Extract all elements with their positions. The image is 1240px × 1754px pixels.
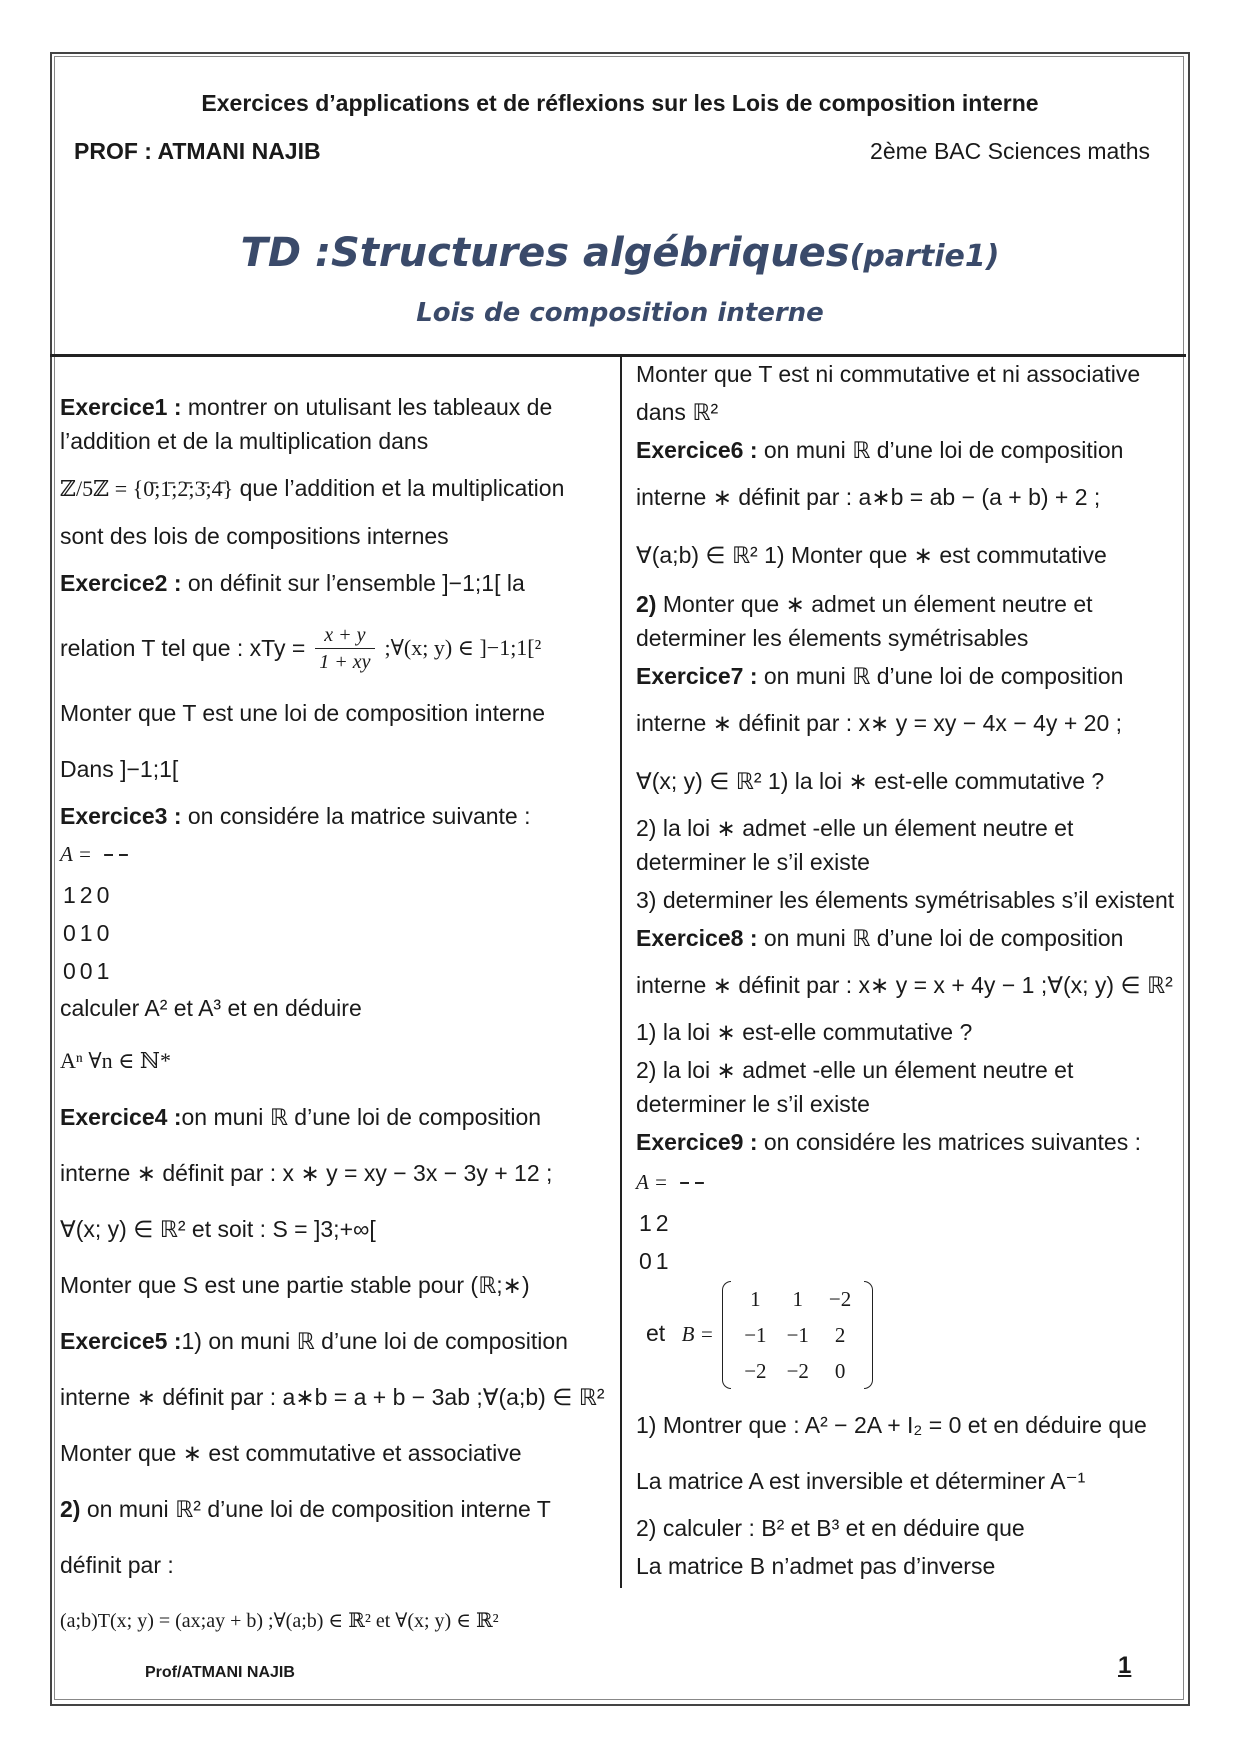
ex3-matrix-cell: 1 (96, 958, 110, 984)
footer-prof: Prof/ATMANI NAJIB (145, 1664, 295, 1681)
ex6-q2label: 2) (636, 591, 657, 617)
ex6-q1: ∀(a;b) ∈ ℝ² 1) Monter que ∗ est commutative (636, 542, 1107, 568)
ex2-label: Exercice2 : (60, 570, 182, 596)
ex6-label: Exercice6 : (636, 437, 758, 463)
ex5-q1: Monter que ∗ est commutative et associative (60, 1440, 522, 1466)
ex5-q2b: dans ℝ² (636, 399, 719, 425)
page-subtitle: Lois de composition interne (416, 298, 824, 328)
ex9-matrix-B-row (734, 1317, 861, 1353)
ex9-text: on considére les matrices suivantes : (757, 1129, 1141, 1155)
ex3-matrix-cell: 1 (63, 882, 76, 908)
ex3-matrix-cell: 0 (79, 958, 93, 984)
ex9-q1b: La matrice A est inversible et déterminer A⁻¹ (636, 1468, 1086, 1494)
exercise-4 (60, 1091, 608, 1143)
ex1-set-line (60, 462, 608, 515)
ex9-matrix-A-row (638, 1205, 670, 1241)
ex9-q2b: La matrice B n’admet pas d’inverse (636, 1553, 996, 1579)
header-subtitle: Exercices d’applications et de réflexions sur les Lois de composition interne (201, 90, 1039, 116)
ex8-q1: 1) la loi ∗ est-elle commutative ? (636, 1019, 973, 1045)
header-level: 2ème BAC Sciences maths (870, 138, 1150, 164)
left-column (60, 390, 608, 1651)
ex9-matrix-B (720, 1281, 875, 1389)
ex9-matrix-B-row (734, 1353, 861, 1389)
ex9-matrix-A-cell: 1 (655, 1248, 669, 1274)
ex5-2label: 2) (60, 1496, 81, 1522)
ex4-label: Exercice4 : (60, 1104, 182, 1130)
ex3-matrix-cell: 2 (79, 882, 93, 908)
exercise-2 (60, 557, 608, 609)
ex4-text: on muni ℝ d’une loi de composition (181, 1104, 542, 1130)
ex9-q2: 2) calculer : B² et B³ et en déduire que (636, 1515, 1025, 1541)
ex9-matrix-B-cell: −1 (744, 1323, 767, 1347)
ex1-set: ℤ/5ℤ = {0̄;1̄;2̄;3̄;4̄} (60, 476, 234, 501)
ex9-matrix-A-cell: 1 (639, 1210, 652, 1236)
exercise-5 (60, 1315, 608, 1367)
ex9-et: et (646, 1320, 666, 1347)
ex2-q2: Dans ]−1;1[ (60, 756, 179, 782)
ex9-matrix-A-table (636, 1203, 672, 1281)
ex9-matrices-line (636, 1165, 1186, 1199)
ex7-label: Exercice7 : (636, 663, 758, 689)
ex9-B: B = (681, 1322, 714, 1347)
ex8-q2: 2) la loi ∗ admet -elle un élement neutre et determiner le s’il existe (636, 1057, 1074, 1117)
ex3-matrix-cell: 0 (96, 882, 110, 908)
exercise-7 (636, 659, 1186, 693)
ex7-q3: 3) determiner les élements symétrisables s’il existent (636, 887, 1175, 913)
page-number: 1 (1118, 1652, 1132, 1679)
ex3-calc: calculer A² et A³ et en déduire (60, 995, 362, 1021)
ex6-q2: Monter que ∗ admet un élement neutre et determiner les élements symétrisables (636, 591, 1093, 651)
ex2-text: on définit sur l’ensemble ]−1;1[ la (181, 570, 525, 596)
ex5-label: Exercice5 : (60, 1328, 182, 1354)
title-main: TD :Structures algébriques (240, 230, 850, 276)
ex7-q2: 2) la loi ∗ admet -elle un élement neutre et determiner le s’il existe (636, 815, 1074, 875)
exercise-3 (60, 799, 608, 833)
ex3-label: Exercice3 : (60, 803, 182, 829)
ex3-A: A = (60, 842, 92, 866)
ex6-text: on muni ℝ d’une loi de composition (757, 437, 1124, 463)
ex9-matrix-B-row (734, 1281, 861, 1317)
ex7-def: interne ∗ définit par : x∗ y = xy − 4x − 4y + 20 ; (636, 710, 1123, 736)
ex3-an: Aⁿ ∀n ∈ ℕ* (60, 1048, 171, 1073)
ex6-def: interne ∗ définit par : a∗b = ab − (a + b) + 2 ; (636, 484, 1101, 510)
exercise-1 (60, 390, 608, 458)
ex4-q: Monter que S est une partie stable pour (ℝ;∗) (60, 1272, 530, 1298)
ex9-q1: 1) Montrer que : A² − 2A + I₂ = 0 et en déduire que (636, 1412, 1147, 1438)
ex2-denominator: 1 + xy (319, 650, 371, 673)
exercise-6 (636, 433, 1186, 467)
ex2-relation-line (60, 613, 608, 683)
ex9-matrix-A-cell: 2 (655, 1210, 669, 1236)
ex1-text3: sont des lois de compositions internes (60, 523, 449, 549)
ex1-label: Exercice1 : (60, 394, 182, 420)
ex9-matrix-B-cell: −1 (786, 1323, 809, 1347)
ex3-matrix-cell: 1 (79, 920, 93, 946)
ex3-text: on considére la matrice suivante : (181, 803, 531, 829)
ex9-matrix-B-cell: 1 (792, 1287, 803, 1311)
ex9-matrix-B-cell: −2 (786, 1359, 809, 1383)
ex5-2def: définit par : (60, 1552, 174, 1578)
ex3-matrix-cell: 0 (63, 958, 76, 984)
ex3-matrix-row (62, 915, 110, 951)
ex3-matrix-cell: 0 (63, 920, 76, 946)
ex4-def: interne ∗ définit par : x ∗ y = xy − 3x − 3y + 12 ; (60, 1160, 553, 1186)
ex1-text: montrer on utulisant les tableaux de l’addition et de la multiplication dans (60, 394, 553, 454)
ex9-A: A = (636, 1170, 668, 1194)
ex9-matrix-B-cell: −2 (744, 1359, 767, 1383)
ex3-matrix-table (60, 875, 112, 991)
ex9-matrix-B-cell: 0 (834, 1359, 846, 1383)
ex8-label: Exercice8 : (636, 925, 758, 951)
ex5-q2: Monter que T est ni commutative et ni associative (636, 361, 1141, 387)
ex2-cond: ;∀(x; y) ∈ ]−1;1[² (384, 635, 542, 660)
ex2-fraction (315, 622, 374, 675)
ex5-2formula: (a;b)T(x; y) = (ax;ay + b) ;∀(a;b) ∈ ℝ² et ∀(x; y) ∈ ℝ² (60, 1610, 499, 1632)
ex5-text: 1) on muni ℝ d’une loi de composition (181, 1328, 568, 1354)
column-divider (620, 356, 622, 1588)
ex9-matrix-B-cell: 1 (750, 1287, 761, 1311)
ex3-matrix-cell: 0 (96, 920, 110, 946)
right-column (636, 357, 1186, 1587)
ex5-def: interne ∗ définit par : a∗b = a + b − 3ab ;∀(a;b) ∈ ℝ² (60, 1384, 605, 1410)
ex7-text: on muni ℝ d’une loi de composition (757, 663, 1124, 689)
ex4-set: ∀(x; y) ∈ ℝ² et soit : S = ]3;+∞[ (60, 1216, 376, 1242)
title-small: (partie1) (849, 239, 1000, 274)
ex3-matrix-row (62, 877, 110, 913)
ex8-text: on muni ℝ d’une loi de composition (757, 925, 1124, 951)
ex9-matrix-A-row (638, 1243, 670, 1279)
ex9-matrix-A-cell: 0 (639, 1248, 652, 1274)
ex3-matrix-line (60, 837, 608, 871)
ex2-q1: Monter que T est une loi de composition interne (60, 700, 545, 726)
ex5-part2 (60, 1483, 608, 1535)
ex9-matrix-B-cell: 2 (834, 1323, 846, 1347)
ex6-q2-line (636, 587, 1186, 655)
ex3-matrix-row (62, 953, 110, 989)
ex9-matrix-B-cell: −2 (828, 1287, 852, 1311)
ex8-def: interne ∗ définit par : x∗ y = x + 4y − 1 ;∀(x; y) ∈ ℝ² (636, 972, 1173, 998)
ex7-q1: ∀(x; y) ∈ ℝ² 1) la loi ∗ est-elle commutative ? (636, 768, 1105, 794)
ex2-rel: relation T tel que : xTy = (60, 635, 306, 661)
exercise-8 (636, 921, 1186, 955)
ex1-text2: que l’addition et la multiplication (233, 475, 565, 501)
ex5-2text: on muni ℝ² d’une loi de composition interne T (80, 1496, 551, 1522)
page-title (0, 230, 1240, 276)
ex9-matrix-B-table (734, 1281, 861, 1389)
ex9-label: Exercice9 : (636, 1129, 758, 1155)
ex2-numerator: x + y (315, 622, 374, 649)
header-prof: PROF : ATMANI NAJIB (74, 138, 321, 164)
exercise-9 (636, 1125, 1186, 1159)
